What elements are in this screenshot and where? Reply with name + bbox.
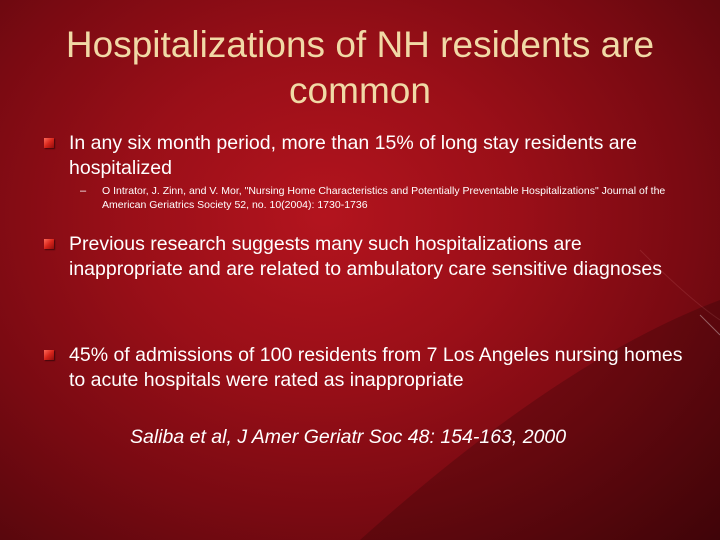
bullet-text: Previous research suggests many such hospitalizations are inappropriate and are related to ambulatory care sensitive diagnoses xyxy=(69,233,662,280)
bullet-text: In any six month period, more than 15% of long stay residents are hospitalized xyxy=(69,132,637,179)
bullet-item xyxy=(44,343,684,393)
bullet-square-icon xyxy=(44,239,54,249)
sub-bullet-marker: – xyxy=(80,185,87,197)
bullet-square-icon xyxy=(44,138,54,148)
citation: Saliba et al, J Amer Geriatr Soc 48: 154-163, 2000 xyxy=(130,426,567,448)
bullet-text: 45% of admissions of 100 residents from 7 Los Angeles nursing homes to acute hospitals were rated as inappropriate xyxy=(69,344,683,391)
bullet-item xyxy=(44,232,684,282)
bullet-item xyxy=(44,131,684,181)
sub-bullet-item xyxy=(80,184,700,212)
sub-bullet-reference: O Intrator, J. Zinn, and V. Mor, "Nursing Home Characteristics and Potentially Preventable Hospitalizations" Journal of the American Geriatrics Society 52, no. 10(2004): 1730-1736 xyxy=(102,185,666,211)
bullet-square-icon xyxy=(44,350,54,360)
slide-title: Hospitalizations of NH residents are common xyxy=(65,24,655,111)
